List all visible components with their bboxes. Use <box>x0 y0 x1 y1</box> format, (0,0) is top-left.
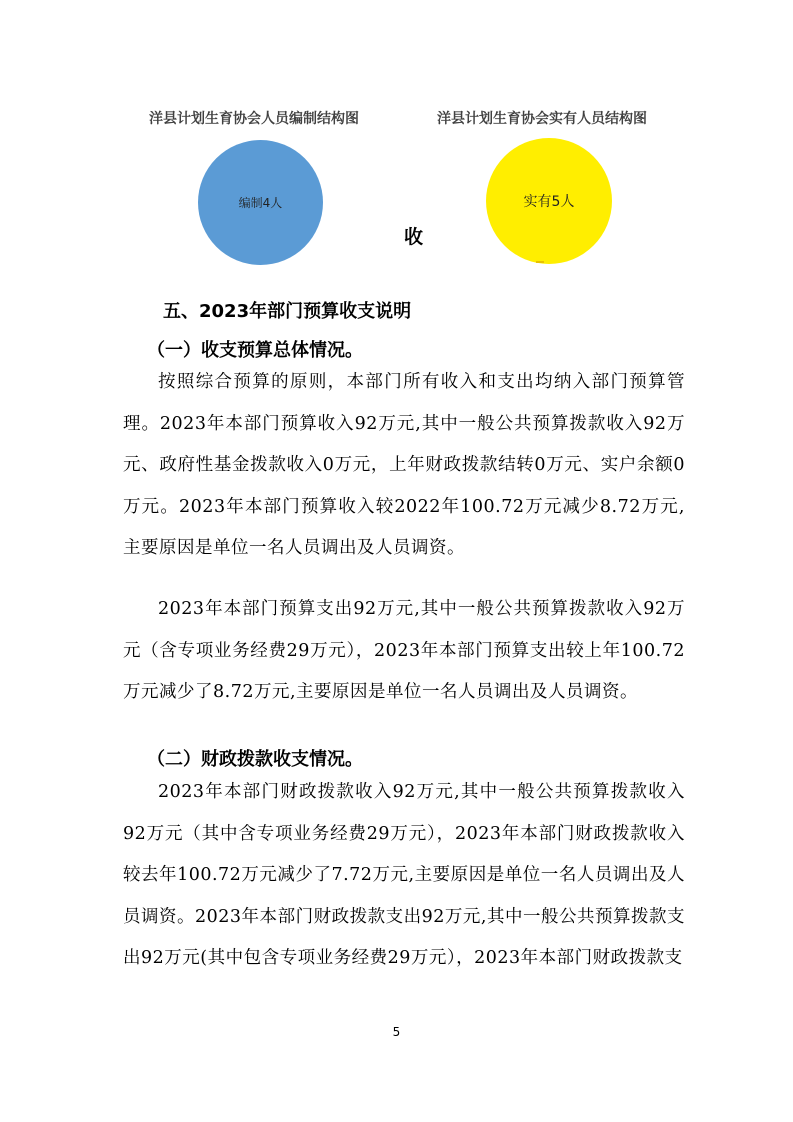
subsection-heading-fiscal: （二）财政拨款收支情况。 <box>147 749 363 770</box>
pie-chart-staffing <box>198 140 323 265</box>
pie-slice-label-staffing: 编制4人 <box>238 196 283 210</box>
pie-leader-mark <box>536 261 544 263</box>
section-heading: 五、2023年部门预算收支说明 <box>163 301 412 322</box>
pie-slice-label-actual-staff: 实有5人 <box>523 194 575 210</box>
subsection-heading-overall: （一）收支预算总体情况。 <box>147 340 363 361</box>
chart-title-staffing: 洋县计划生育协会人员编制结构图 <box>149 111 359 127</box>
paragraph-fiscal-appropriation: 2023年本部门财政拨款收入92万元,其中一般公共预算拨款收入92万元（其中含专项业务经费29万元），2023年本部门财政拨款收入较去年100.72万元减少了7.72万元,主要原因是单位一名人员调出及人员调资。2023年本部门财政拨款支出92万元,其中一般公共预算拨款支出92万元(其中包含专项业务经费29万元），2023年本部门财政拨款支 <box>123 782 685 969</box>
chart-title-actual-staff: 洋县计划生育协会实有人员结构图 <box>437 111 647 127</box>
stray-character: 收 <box>404 226 424 248</box>
paragraph-budget-overview: 按照综合预算的原则，本部门所有收入和支出均纳入部门预算管理。2023年本部门预算收入92万元,其中一般公共预算拨款收入92万元、政府性基金拨款收入0万元，上年财政拨款结转0万元、实户余额0万元。2023年本部门预算收入较2022年100.72万元减少8.72万元,主要原因是单位一名人员调出及人员调资。 <box>123 372 685 559</box>
paragraph-budget-expenditure: 2023年本部门预算支出92万元,其中一般公共预算拨款收入92万元（含专项业务经费29万元），2023年本部门预算支出较上年100.72万元减少了8.72万元,主要原因是单位一名人员调出及人员调资。 <box>123 599 685 703</box>
pie-chart-actual-staff <box>486 138 612 264</box>
page-number: 5 <box>392 1025 401 1039</box>
